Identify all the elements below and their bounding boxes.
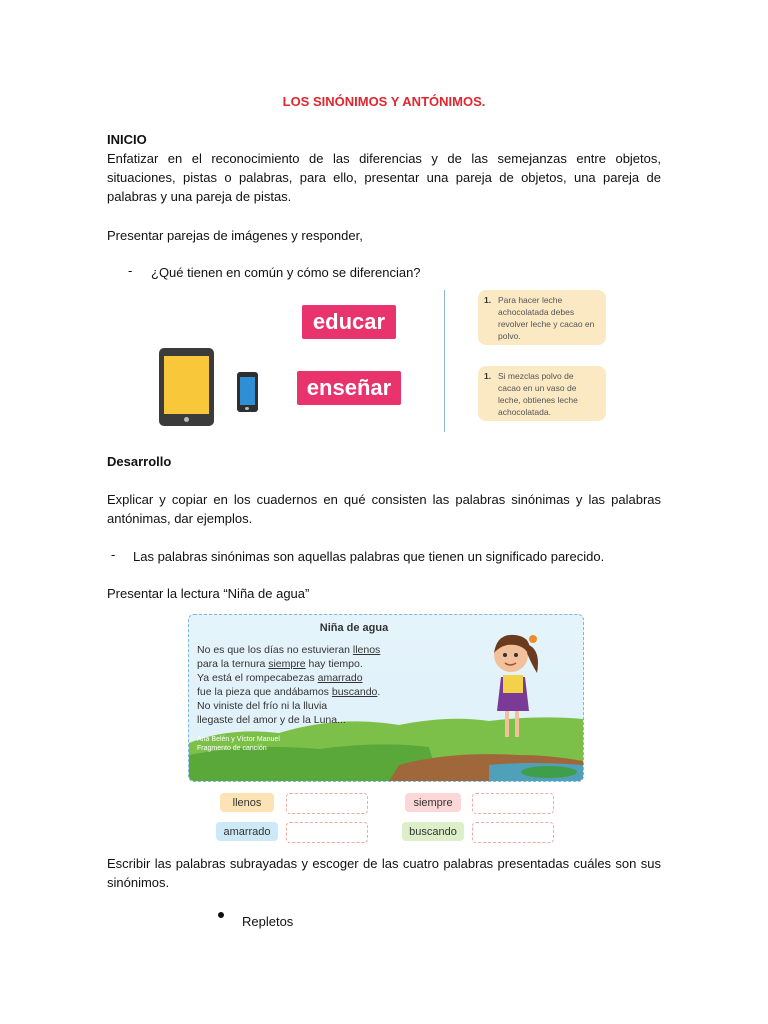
question-text: ¿Qué tienen en común y cómo se diferencian? — [151, 265, 421, 280]
lily-pad — [521, 766, 577, 778]
instruction-text: Presentar parejas de imágenes y responder, — [107, 228, 363, 243]
phone-screen — [240, 377, 255, 405]
answer-blank-amarrado — [286, 822, 368, 843]
word-box-siempre: siempre — [405, 793, 461, 812]
poem-line-text: para la ternura — [197, 658, 269, 670]
phone-image — [237, 372, 258, 412]
clue-1-text: Para hacer leche achocolatada debes revolver leche y cacao en polvo. — [498, 295, 595, 341]
reading-credit — [197, 735, 280, 753]
answer-blank-buscando — [472, 822, 554, 843]
figure-divider — [444, 290, 445, 432]
word-ensenar: enseñar — [297, 371, 401, 405]
page-title: LOS SINÓNIMOS Y ANTÓNIMOS. — [282, 94, 486, 109]
tablet-image — [159, 348, 214, 426]
underlined-word: llenos — [352, 644, 381, 656]
poem-line — [197, 685, 380, 699]
clue-card-1 — [478, 290, 606, 345]
phone-button — [245, 407, 249, 410]
desarrollo-heading: Desarrollo — [107, 454, 172, 469]
underlined-word: siempre — [268, 658, 306, 670]
definition-dash: - — [111, 547, 116, 562]
word-box-amarrado: amarrado — [216, 822, 278, 841]
poem-line-text: No viniste del frío ni la lluvia — [197, 700, 328, 712]
poem-line — [197, 671, 380, 685]
credit-source: Fragmento de canción — [197, 745, 267, 752]
poem-line-text: Ya está el rompecabezas — [197, 672, 318, 684]
answer-blank-llenos — [286, 793, 368, 814]
underlined-word: buscando — [331, 686, 378, 698]
poem-line — [197, 643, 380, 657]
credit-authors: Ana Belén y Víctor Manuel — [197, 736, 280, 743]
question-dash: - — [128, 263, 133, 278]
clue-1-number: 1. — [484, 295, 492, 305]
poem-line-text: fue la pieza que andábamos — [197, 686, 332, 698]
definition-text: Las palabras sinónimas son aquellas palabras que tienen un significado parecido. — [133, 549, 605, 564]
clue-2-number: 1. — [484, 371, 492, 381]
poem-line-text: hay tiempo. — [305, 658, 363, 670]
final-instruction: Escribir las palabras subrayadas y escoger de las cuatro palabras presentadas cuáles son sus sinónimos. — [107, 856, 661, 890]
poem-line — [197, 699, 380, 713]
poem-line-text: llegaste del amor y de la Luna... — [197, 714, 346, 726]
reading-poem — [197, 643, 380, 727]
word-box-llenos: llenos — [220, 793, 274, 812]
inicio-heading: INICIO — [107, 132, 147, 147]
underlined-word: amarrado — [317, 672, 363, 684]
reading-intro: Presentar la lectura “Niña de agua” — [107, 586, 310, 601]
desarrollo-paragraph: Explicar y copiar en los cuadernos en qué consisten las palabras sinónimas y las palabras antónimas, dar ejemplos. — [107, 492, 661, 526]
poem-line — [197, 657, 380, 671]
word-box-buscando: buscando — [402, 822, 464, 841]
tablet-screen — [164, 356, 209, 414]
bullet-item: Repletos — [242, 914, 294, 929]
poem-line — [197, 713, 380, 727]
clue-2-text: Si mezclas polvo de cacao en un vaso de leche, obtienes leche achocolatada. — [498, 371, 578, 417]
answer-blank-siempre — [472, 793, 554, 814]
reading-card — [188, 614, 584, 782]
word-educar: educar — [302, 305, 396, 339]
reading-title: Niña de agua — [319, 622, 389, 634]
tablet-button — [184, 417, 189, 422]
inicio-paragraph: Enfatizar en el reconocimiento de las diferencias y de las semejanzas entre objetos, situaciones, pistas o palabras, para ello, presentar una pareja de objetos, una pareja de palabras y una pareja de pistas. — [107, 151, 661, 204]
bullet-icon — [218, 912, 224, 918]
poem-line-text: No es que los días no estuvieran — [197, 644, 353, 656]
poem-line-text: . — [377, 686, 381, 698]
clue-card-2 — [478, 366, 606, 421]
